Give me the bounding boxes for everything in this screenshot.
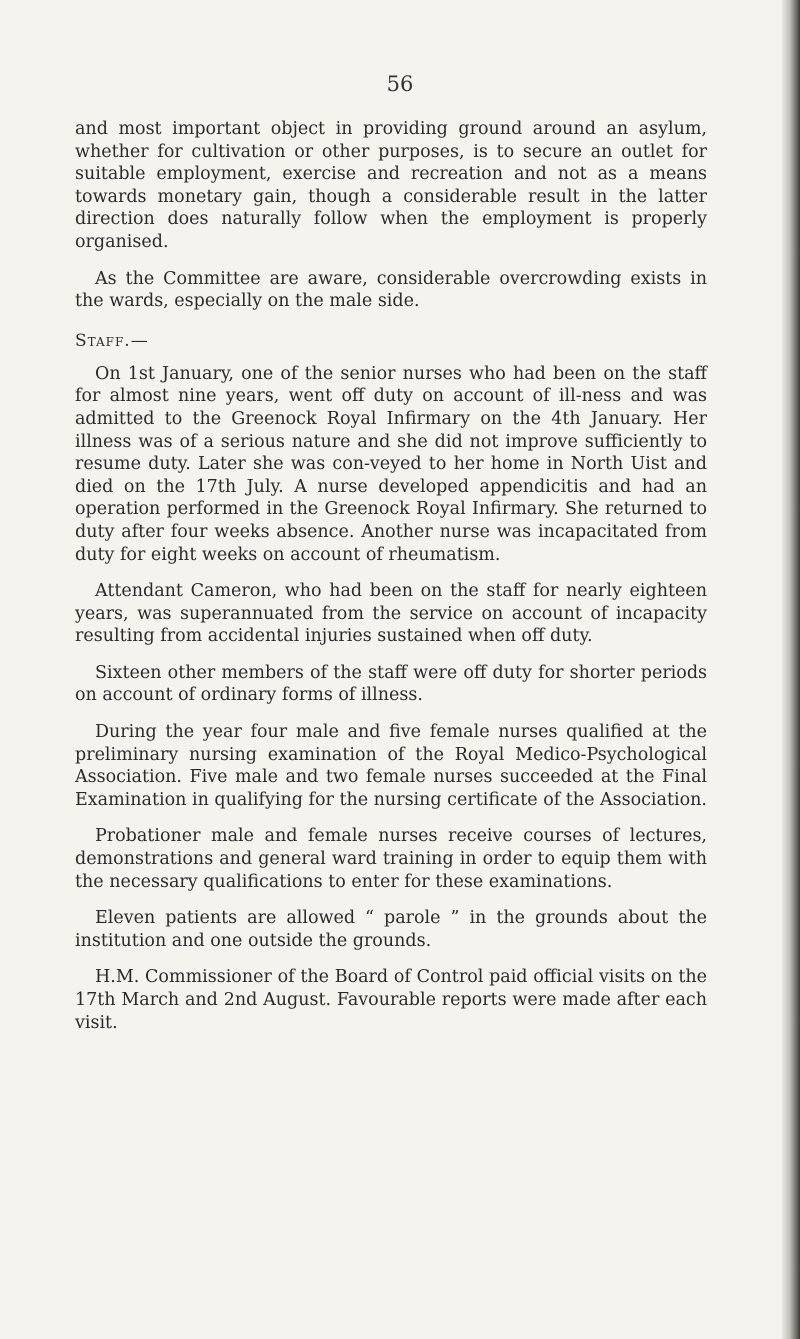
staff-paragraph-3: Sixteen other members of the staff were off duty for shorter periods on account of ordinary forms of illness. [75, 662, 707, 706]
section-heading-staff: Staff.— [75, 330, 149, 351]
paragraph-1: and most important object in providing ground around an asylum, whether for cultivation or other purposes, is to secure an outlet for suitable employment, exercise and recreation and not as a means towards monetary gain, though a considerable result in the latter direction does naturally follow when the employment is properly organised. [75, 119, 707, 252]
page-number: 56 [386, 72, 414, 96]
page-edge-shadow [782, 0, 800, 1339]
staff-paragraph-6: Eleven patients are allowed “ parole ” in the grounds about the institution and one outside the grounds. [75, 908, 707, 951]
paragraph-2: As the Committee are aware, considerable overcrowding exists in the wards, especially on the male side. [75, 268, 707, 312]
document-body [75, 118, 707, 1048]
staff-paragraph-2: Attendant Cameron, who had been on the staff for nearly eighteen years, was superannuated from the service on account of incapacity resulting from accidental injuries sustained when off duty. [75, 581, 707, 647]
staff-paragraph-1: On 1st January, one of the senior nurses who had been on the staff for almost nine years, went off duty on account of ill-ness and was admitted to the Greenock Royal Infirmary on the 4th January. Her illness was of a serious nature and she did not improve sufficiently to resume duty. Later she was con-veyed to her home in North Uist and died on the 17th July. A nurse developed appendicitis and had an operation performed in the Greenock Royal Infirmary. She returned to duty after four weeks absence. Another nurse was incapacitated from duty for eight weeks on account of rheumatism. [75, 363, 707, 565]
staff-paragraph-7: H.M. Commissioner of the Board of Control paid official visits on the 17th March and 2nd August. Favourable reports were made after each visit. [75, 967, 707, 1033]
staff-paragraph-5: Probationer male and female nurses receive courses of lectures, demonstrations and general ward training in order to equip them with the necessary qualifications to enter for these examinations. [75, 826, 707, 892]
staff-paragraph-4: During the year four male and five female nurses qualified at the preliminary nursing examination of the Royal Medico-Psychological Association. Five male and two female nurses succeeded at the Final Examination in qualifying for the nursing certificate of the Association. [75, 722, 707, 810]
